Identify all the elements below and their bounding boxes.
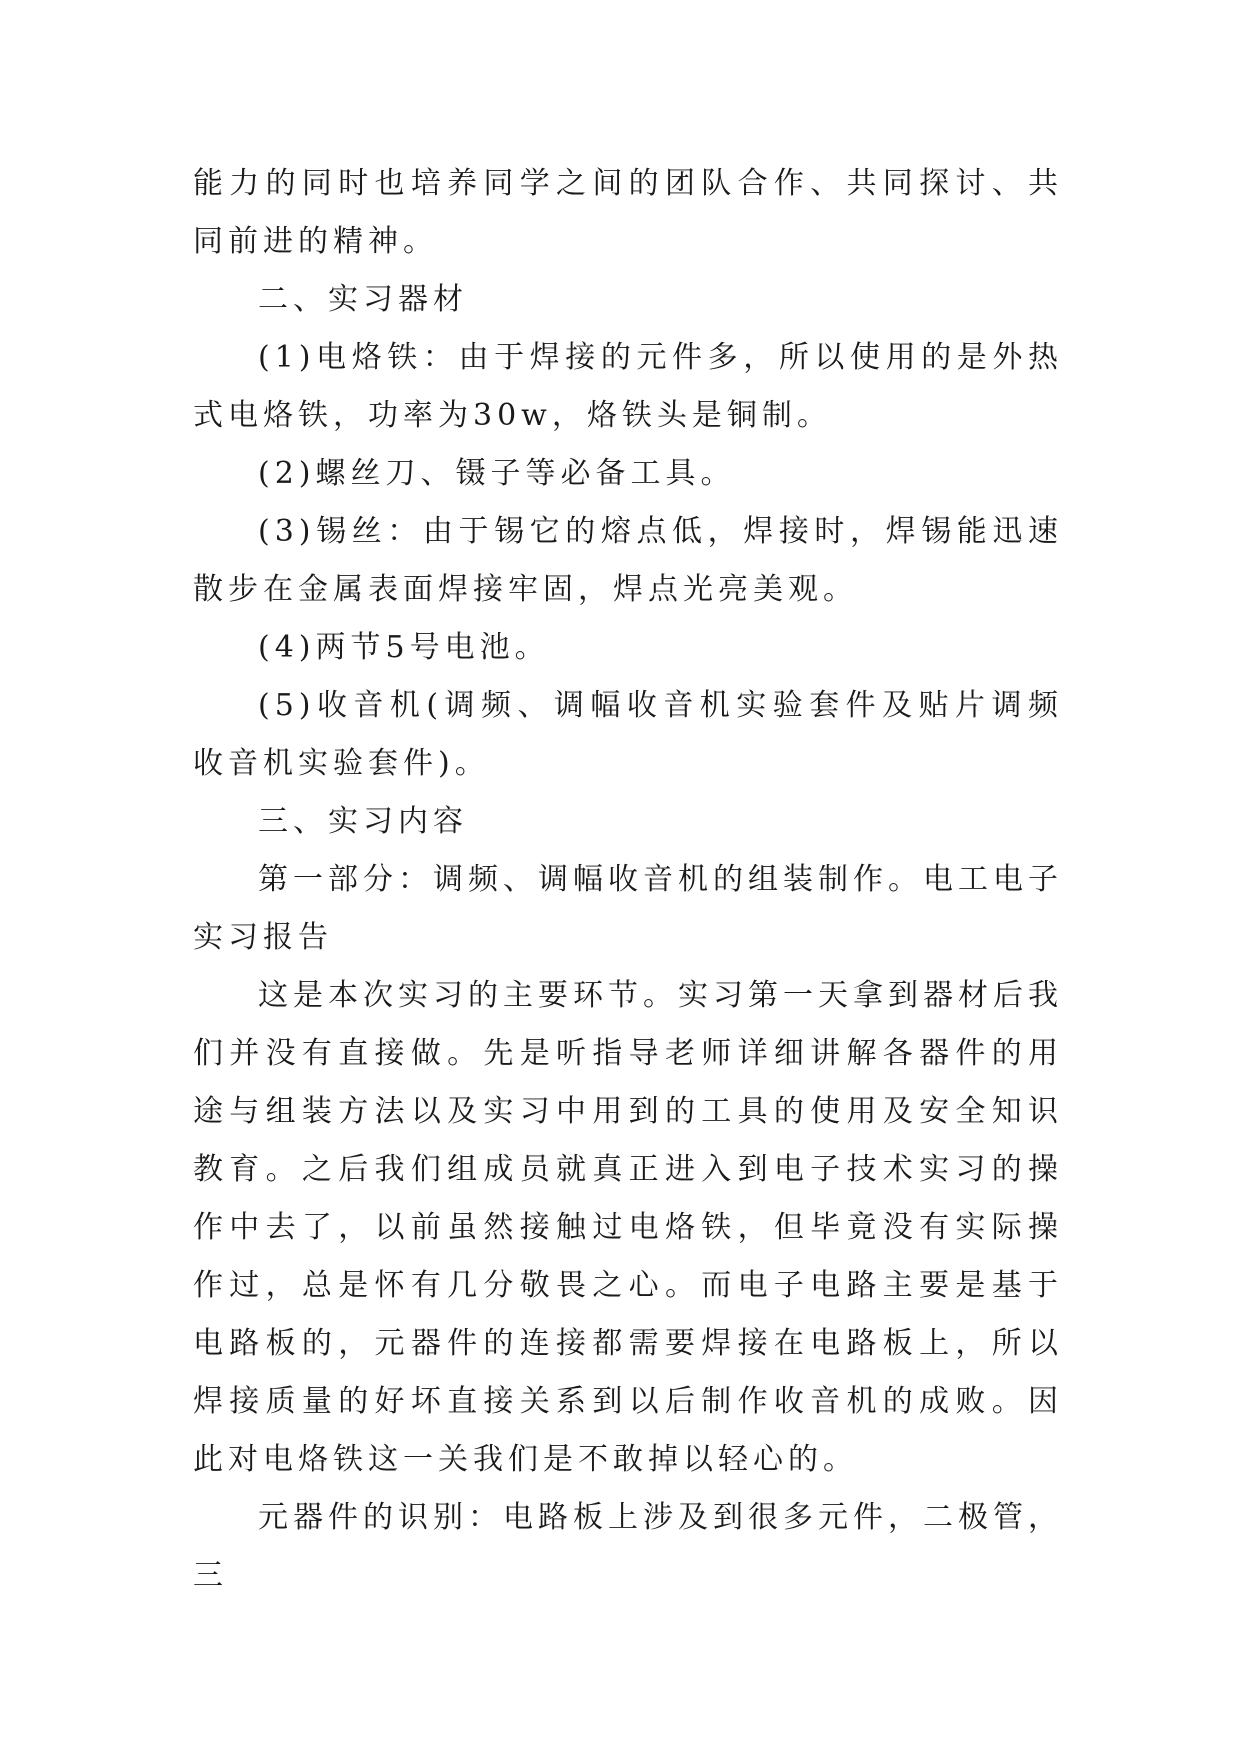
paragraph-continuation: 能力的同时也培养同学之间的团队合作、共同探讨、共同前进的精神。 bbox=[193, 166, 1063, 259]
equipment-item-radio-kit: (5)收音机(调频、调幅收音机实验套件及贴片调频收音机实验套件)。 bbox=[193, 688, 1063, 781]
section-heading-content: 三、实习内容 bbox=[258, 804, 468, 839]
equipment-item-batteries: (4)两节5号电池。 bbox=[258, 630, 550, 665]
content-part-one: 第一部分：调频、调幅收音机的组装制作。电工电子实习报告 bbox=[193, 862, 1063, 955]
document-body bbox=[193, 155, 1063, 1605]
equipment-item-soldering-iron: (1)电烙铁：由于焊接的元件多，所以使用的是外热式电烙铁，功率为30w，烙铁头是铜制。 bbox=[193, 340, 1063, 433]
section-heading-equipment: 二、实习器材 bbox=[258, 282, 468, 317]
paragraph-main-process: 这是本次实习的主要环节。实习第一天拿到器材后我们并没有直接做。先是听指导老师详细讲解各器件的用途与组装方法以及实习中用到的工具的使用及安全知识教育。之后我们组成员就真正进入到电子技术实习的操作中去了，以前虽然接触过电烙铁，但毕竟没有实际操作过，总是怀有几分敬畏之心。而电子电路主要是基于电路板的，元器件的连接都需要焊接在电路板上，所以焊接质量的好坏直接关系到以后制作收音机的成败。因此对电烙铁这一关我们是不敢掉以轻心的。 bbox=[193, 978, 1063, 1477]
equipment-item-tools: (2)螺丝刀、镊子等必备工具。 bbox=[258, 456, 736, 491]
paragraph-component-identification: 元器件的识别：电路板上涉及到很多元件，二极管，三 bbox=[193, 1500, 1063, 1593]
equipment-item-solder-wire: (3)锡丝：由于锡它的熔点低，焊接时，焊锡能迅速散步在金属表面焊接牢固，焊点光亮美观。 bbox=[193, 514, 1063, 607]
